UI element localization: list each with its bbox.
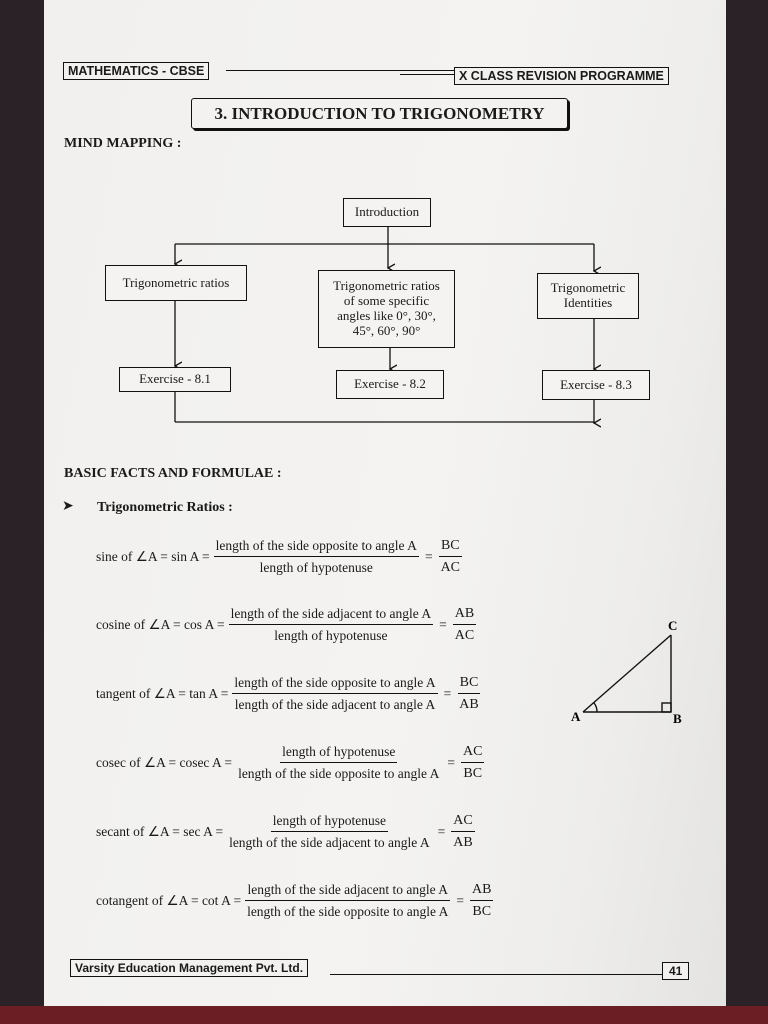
fraction-denominator: length of the side opposite to angle A <box>238 766 440 781</box>
vertex-c-label: C <box>668 618 678 633</box>
formula-lhs: cotangent of ∠A = cot A = <box>96 893 242 908</box>
fraction-numerator: length of hypotenuse <box>271 813 388 832</box>
equals-sign: = <box>439 617 447 632</box>
subject-label: MATHEMATICS - CBSE <box>63 62 209 80</box>
vertex-a-label: A <box>571 709 581 724</box>
node-identities-line: Trigonometric <box>550 280 626 296</box>
node-specific-angles <box>318 270 455 348</box>
equals-sign: = <box>447 755 456 770</box>
equals-sign: = <box>424 549 433 564</box>
exercise-8-1-label: Exercise - 8.1 <box>139 371 211 387</box>
formula-cotangent <box>96 882 497 920</box>
fraction-numerator: length of the side opposite to angle A <box>214 538 419 557</box>
side-denominator: BC <box>472 904 492 919</box>
equals-sign: = <box>443 686 452 701</box>
formula-lhs: sine of ∠A = sin A = <box>96 549 210 564</box>
fraction-sides <box>457 675 480 713</box>
fraction-numerator: length of the side adjacent to angle A <box>245 882 450 901</box>
side-denominator: AC <box>440 560 461 575</box>
fraction-words <box>214 538 419 576</box>
side-denominator: AC <box>454 628 475 643</box>
right-triangle-figure <box>565 615 695 730</box>
fraction-numerator: length of the side adjacent to angle A <box>229 606 434 625</box>
formula-secant <box>96 813 479 851</box>
side-denominator: AB <box>453 835 473 850</box>
node-specific-angles-line: 45°, 60°, 90° <box>352 322 421 338</box>
formula-cosine <box>96 606 480 644</box>
formula-lhs: cosine of ∠A = cos A = <box>96 617 225 632</box>
fraction-words <box>227 813 432 851</box>
equals-sign: = <box>456 893 465 908</box>
side-numerator: AC <box>451 813 474 832</box>
chapter-title-text: 3. INTRODUCTION TO TRIGONOMETRY <box>214 103 545 123</box>
node-specific-angles-line: angles like 0°, 30°, <box>337 308 436 323</box>
exercise-8-2-label: Exercise - 8.2 <box>354 376 426 392</box>
node-exercise-8-2 <box>336 370 444 399</box>
node-trigonometric-ratios-label: Trigonometric ratios <box>122 274 230 290</box>
node-exercise-8-3 <box>542 370 650 400</box>
bullet-arrow-icon: ➤ <box>62 499 74 514</box>
formula-lhs: cosec of ∠A = cosec A = <box>96 755 233 770</box>
node-identities <box>537 273 639 319</box>
node-trigonometric-ratios <box>105 265 247 301</box>
fraction-sides <box>453 606 476 644</box>
side-numerator: AB <box>453 606 476 625</box>
page-number: 41 <box>662 962 689 980</box>
formula-lhs: secant of ∠A = sec A = <box>96 824 224 839</box>
fraction-denominator: length of hypotenuse <box>274 628 388 643</box>
footer-rule <box>330 974 662 975</box>
fraction-words <box>229 606 434 644</box>
fraction-sides <box>439 538 462 576</box>
node-introduction <box>343 198 431 227</box>
side-numerator: AC <box>461 744 484 763</box>
node-specific-angles-line: Trigonometric ratios <box>333 278 440 294</box>
trigonometric-ratios-heading: Trigonometric Ratios : <box>97 500 233 515</box>
formula-cosec <box>96 744 488 782</box>
formula-lhs: tangent of ∠A = tan A = <box>96 686 229 701</box>
mind-mapping-heading: MIND MAPPING : <box>64 136 182 151</box>
side-numerator: BC <box>439 538 462 557</box>
fraction-denominator: length of the side adjacent to angle A <box>229 835 430 850</box>
fraction-words <box>232 675 437 713</box>
node-exercise-8-1 <box>119 367 231 392</box>
formula-tangent <box>96 675 485 713</box>
publisher-label: Varsity Education Management Pvt. Ltd. <box>70 959 308 977</box>
node-introduction-label: Introduction <box>354 204 420 220</box>
fraction-numerator: length of the side opposite to angle A <box>232 675 437 694</box>
node-specific-angles-line: of some specific <box>343 293 430 309</box>
fraction-denominator: length of hypotenuse <box>259 560 373 575</box>
fraction-denominator: length of the side adjacent to angle A <box>234 697 436 712</box>
fraction-sides <box>461 744 484 782</box>
basic-facts-heading: BASIC FACTS AND FORMULAE : <box>64 466 282 481</box>
side-numerator: AB <box>470 882 493 901</box>
formula-sine <box>96 538 466 576</box>
fraction-numerator: length of hypotenuse <box>280 744 397 763</box>
programme-label: X CLASS REVISION PROGRAMME <box>454 67 669 85</box>
fraction-sides <box>451 813 474 851</box>
fraction-words <box>245 882 450 920</box>
fraction-denominator: length of the side opposite to angle A <box>247 904 449 919</box>
vertex-b-label: B <box>673 711 682 726</box>
side-denominator: AB <box>459 697 479 712</box>
exercise-8-3-label: Exercise - 8.3 <box>560 376 632 392</box>
fraction-words <box>236 744 441 782</box>
node-identities-line: Identities <box>563 295 613 310</box>
side-numerator: BC <box>458 675 481 694</box>
fraction-sides <box>470 882 493 920</box>
equals-sign: = <box>437 824 446 839</box>
side-denominator: BC <box>463 766 483 781</box>
